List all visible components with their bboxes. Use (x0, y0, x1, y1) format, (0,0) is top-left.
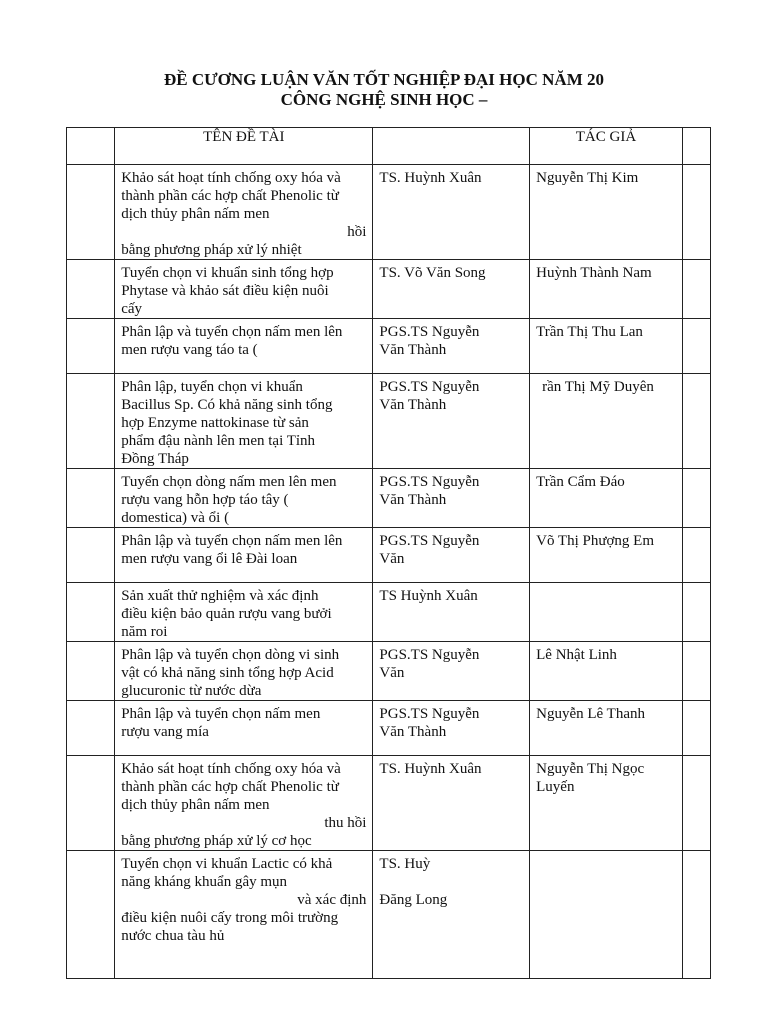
author-cell: Nguyễn Lê Thanh (530, 701, 683, 756)
header-advisor (373, 128, 530, 165)
advisor-cell (373, 528, 530, 583)
advisor-line: TS. Huỳnh Xuân (379, 170, 482, 186)
topic-line: glucuronic từ nước dừa (121, 683, 262, 699)
table-row (67, 642, 711, 701)
topic-line: năng kháng khuẩn gây mụn (121, 874, 288, 890)
advisor-line: PGS.TS Nguyễn (379, 474, 480, 490)
advisor-line: PGS.TS Nguyễn (379, 379, 480, 395)
advisor-line: Văn Thành (379, 397, 447, 413)
topic-line: Bacillus Sp. Có khả năng sinh tổng (121, 397, 333, 413)
topic-line: men rượu vang táo ta ( (121, 342, 258, 358)
extra-cell (682, 165, 710, 260)
topic-line: cấy (121, 301, 143, 317)
table-row (67, 374, 711, 469)
table-row (67, 583, 711, 642)
advisor-cell (373, 374, 530, 469)
table-header-row (67, 128, 711, 165)
advisor-cell (373, 165, 530, 260)
advisor-line: Văn Thành (379, 492, 447, 508)
author-cell: Trần Thị Thu Lan (530, 319, 683, 374)
row-index-cell (67, 374, 115, 469)
topic-line: điều kiện bảo quản rượu vang bưởi (121, 606, 332, 622)
author-cell: Nguyễn Thị Ngọc Luyến (530, 756, 683, 851)
topic-line: Đồng Tháp (121, 451, 189, 467)
author-cell: Lê Nhật Linh (530, 642, 683, 701)
topic-cell (115, 374, 373, 469)
topic-line: domestica) và ổi ( (121, 510, 230, 526)
row-index-cell (67, 756, 115, 851)
topic-cell (115, 642, 373, 701)
topic-line: Khảo sát hoạt tính chống oxy hóa và (121, 170, 341, 186)
document-subtitle: CÔNG NGHỆ SINH HỌC – (280, 90, 488, 109)
topic-line: phẩm đậu nành lên men tại Tỉnh (121, 433, 316, 449)
advisor-line: TS. Huỳnh Xuân (379, 761, 482, 777)
topic-line: Sản xuất thử nghiệm và xác định (121, 588, 319, 604)
topic-cell (115, 756, 373, 851)
document-title: ĐỀ CƯƠNG LUẬN VĂN TỐT NGHIỆP ĐẠI HỌC NĂM 20 (164, 70, 604, 89)
advisor-cell (373, 642, 530, 701)
topic-line: men rượu vang ổi lê Đài loan (121, 551, 298, 567)
topic-line: thành phần các hợp chất Phenolic từ (121, 188, 339, 204)
advisor-line: PGS.TS Nguyễn (379, 533, 480, 549)
topic-cell (115, 319, 373, 374)
topic-line: rượu vang mía (121, 724, 209, 740)
topic-line: bằng phương pháp xử lý cơ học (121, 833, 312, 849)
topic-cell (115, 260, 373, 319)
topic-cell (115, 583, 373, 642)
extra-cell (682, 701, 710, 756)
advisor-line: Văn (379, 551, 405, 567)
topic-line: Phân lập và tuyển chọn nấm men lên (121, 533, 343, 549)
advisor-cell (373, 469, 530, 528)
advisor-cell (373, 583, 530, 642)
topic-line: Tuyển chọn dòng nấm men lên men (121, 474, 337, 490)
table-row (67, 756, 711, 851)
advisor-line (379, 873, 523, 891)
author-cell: Võ Thị Phượng Em (530, 528, 683, 583)
row-index-cell (67, 319, 115, 374)
header-extra (682, 128, 710, 165)
advisor-line: Văn Thành (379, 724, 447, 740)
advisor-line (379, 187, 523, 205)
topic-line: bằng phương pháp xử lý nhiệt (121, 242, 302, 258)
extra-cell (682, 851, 710, 979)
topic-line: Phytase và khảo sát điều kiện nuôi (121, 283, 329, 299)
advisor-line: PGS.TS Nguyễn (379, 647, 480, 663)
author-cell: Huỳnh Thành Nam (530, 260, 683, 319)
author-cell (530, 583, 683, 642)
table-row (67, 260, 711, 319)
topic-line: hợp Enzyme nattokinase từ sản (121, 415, 309, 431)
topic-line: rượu vang hỗn hợp táo tây ( (121, 492, 289, 508)
topic-line: Phân lập, tuyển chọn vi khuẩn (121, 379, 303, 395)
advisor-line: Văn (379, 665, 405, 681)
table-row (67, 469, 711, 528)
advisor-cell (373, 701, 530, 756)
advisor-line (379, 605, 523, 623)
advisor-line: Văn Thành (379, 342, 447, 358)
topic-cell (115, 851, 373, 979)
table-row (67, 319, 711, 374)
advisor-line: PGS.TS Nguyễn (379, 324, 480, 340)
table-row (67, 165, 711, 260)
topic-cell (115, 469, 373, 528)
thesis-topics-table (66, 127, 711, 979)
topic-line: Khảo sát hoạt tính chống oxy hóa và (121, 761, 341, 777)
row-index-cell (67, 165, 115, 260)
topic-line: Phân lập và tuyển chọn nấm men (121, 706, 321, 722)
advisor-line (379, 778, 523, 796)
header-topic: TÊN ĐỀ TÀI (115, 128, 373, 165)
row-index-cell (67, 528, 115, 583)
advisor-cell (373, 756, 530, 851)
advisor-line: TS Huỳnh Xuân (379, 588, 478, 604)
advisor-cell (373, 319, 530, 374)
advisor-line: TS. Huỳ (379, 856, 431, 872)
table-row (67, 851, 711, 979)
topic-cell (115, 528, 373, 583)
advisor-line (379, 282, 523, 300)
advisor-cell (373, 260, 530, 319)
topic-line: Tuyển chọn vi khuẩn sinh tổng hợp (121, 265, 334, 281)
topic-line: thu hồi (324, 815, 367, 831)
topic-line: dịch thủy phân nấm men (121, 797, 270, 813)
author-cell: rần Thị Mỹ Duyên (530, 374, 683, 469)
topic-line: Phân lập và tuyển chọn dòng vi sinh (121, 647, 340, 663)
advisor-line: Đăng Long (379, 892, 448, 908)
topic-line: hồi (347, 224, 367, 240)
extra-cell (682, 756, 710, 851)
header-index (67, 128, 115, 165)
extra-cell (682, 642, 710, 701)
table-row (67, 701, 711, 756)
topic-line: thành phần các hợp chất Phenolic từ (121, 779, 339, 795)
extra-cell (682, 260, 710, 319)
extra-cell (682, 528, 710, 583)
topic-line: năm roi (121, 624, 168, 640)
topic-line: điều kiện nuôi cấy trong môi trường (121, 910, 339, 926)
topic-line: nước chua tàu hủ (121, 928, 225, 944)
extra-cell (682, 319, 710, 374)
topic-line: dịch thủy phân nấm men (121, 206, 270, 222)
topic-cell (115, 701, 373, 756)
advisor-line: PGS.TS Nguyễn (379, 706, 480, 722)
topic-line: và xác định (297, 892, 367, 908)
author-cell: Nguyễn Thị Kim (530, 165, 683, 260)
extra-cell (682, 374, 710, 469)
author-cell (530, 851, 683, 979)
topic-line: Phân lập và tuyển chọn nấm men lên (121, 324, 343, 340)
advisor-line: TS. Võ Văn Song (379, 265, 486, 281)
advisor-cell (373, 851, 530, 979)
row-index-cell (67, 851, 115, 979)
author-cell: Trần Cẩm Đáo (530, 469, 683, 528)
extra-cell (682, 583, 710, 642)
row-index-cell (67, 583, 115, 642)
row-index-cell (67, 260, 115, 319)
row-index-cell (67, 642, 115, 701)
header-author: TÁC GIẢ (530, 128, 683, 165)
topic-cell (115, 165, 373, 260)
row-index-cell (67, 701, 115, 756)
row-index-cell (67, 469, 115, 528)
topic-line: Tuyển chọn vi khuẩn Lactic có khả (121, 856, 333, 872)
topic-line: vật có khả năng sinh tổng hợp Acid (121, 665, 334, 681)
table-row (67, 528, 711, 583)
extra-cell (682, 469, 710, 528)
